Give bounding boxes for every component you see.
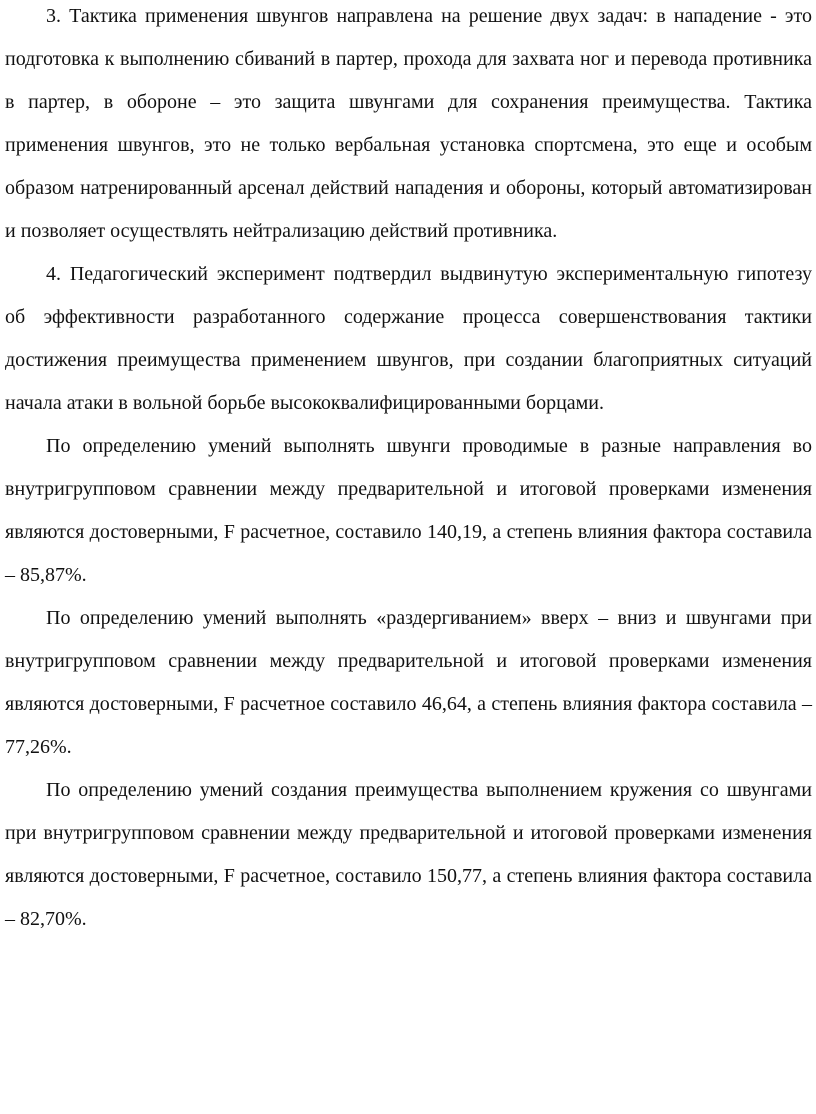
paragraph-item-4: 4. Педагогический эксперимент подтвердил выдвинутую экспериментальную гипотезу об эффективности разработанного содержание процесса совершенствования тактики достижения преимущества применением швунгов, при создании благоприятных ситуаций начала атаки в вольной борьбе высококвалифицированными борцами. bbox=[5, 263, 812, 414]
paragraph-item-3: 3. Тактика применения швунгов направлена на решение двух задач: в нападение - это подготовка к выполнению сбиваний в партер, прохода для захвата ног и перевода противника в партер, в обороне – это защита швунгами для сохранения преимущества. Тактика применения швунгов, это не только вербальная установка спортсмена, это еще и особым образом натренированный арсенал действий нападения и обороны, который автоматизирован и позволяет осуществлять нейтрализацию действий противника. bbox=[5, 5, 812, 242]
paragraph-swings-result: По определению умений выполнять швунги проводимые в разные направления во внутригрупповом сравнении между предварительной и итоговой проверками изменения являются достоверными, F расчетное, составило 140,19, а степень влияния фактора составила – 85,87%. bbox=[5, 435, 812, 586]
paragraph-circling-result: По определению умений создания преимущества выполнением кружения со швунгами при внутригрупповом сравнении между предварительной и итоговой проверками изменения являются достоверными, F расчетное, составило 150,77, а степень влияния фактора составила – 82,70%. bbox=[5, 779, 812, 930]
paragraph-pulling-result: По определению умений выполнять «раздергиванием» вверх – вниз и швунгами при внутригрупповом сравнении между предварительной и итоговой проверками изменения являются достоверными, F расчетное составило 46,64, а степень влияния фактора составила – 77,26%. bbox=[5, 607, 812, 758]
